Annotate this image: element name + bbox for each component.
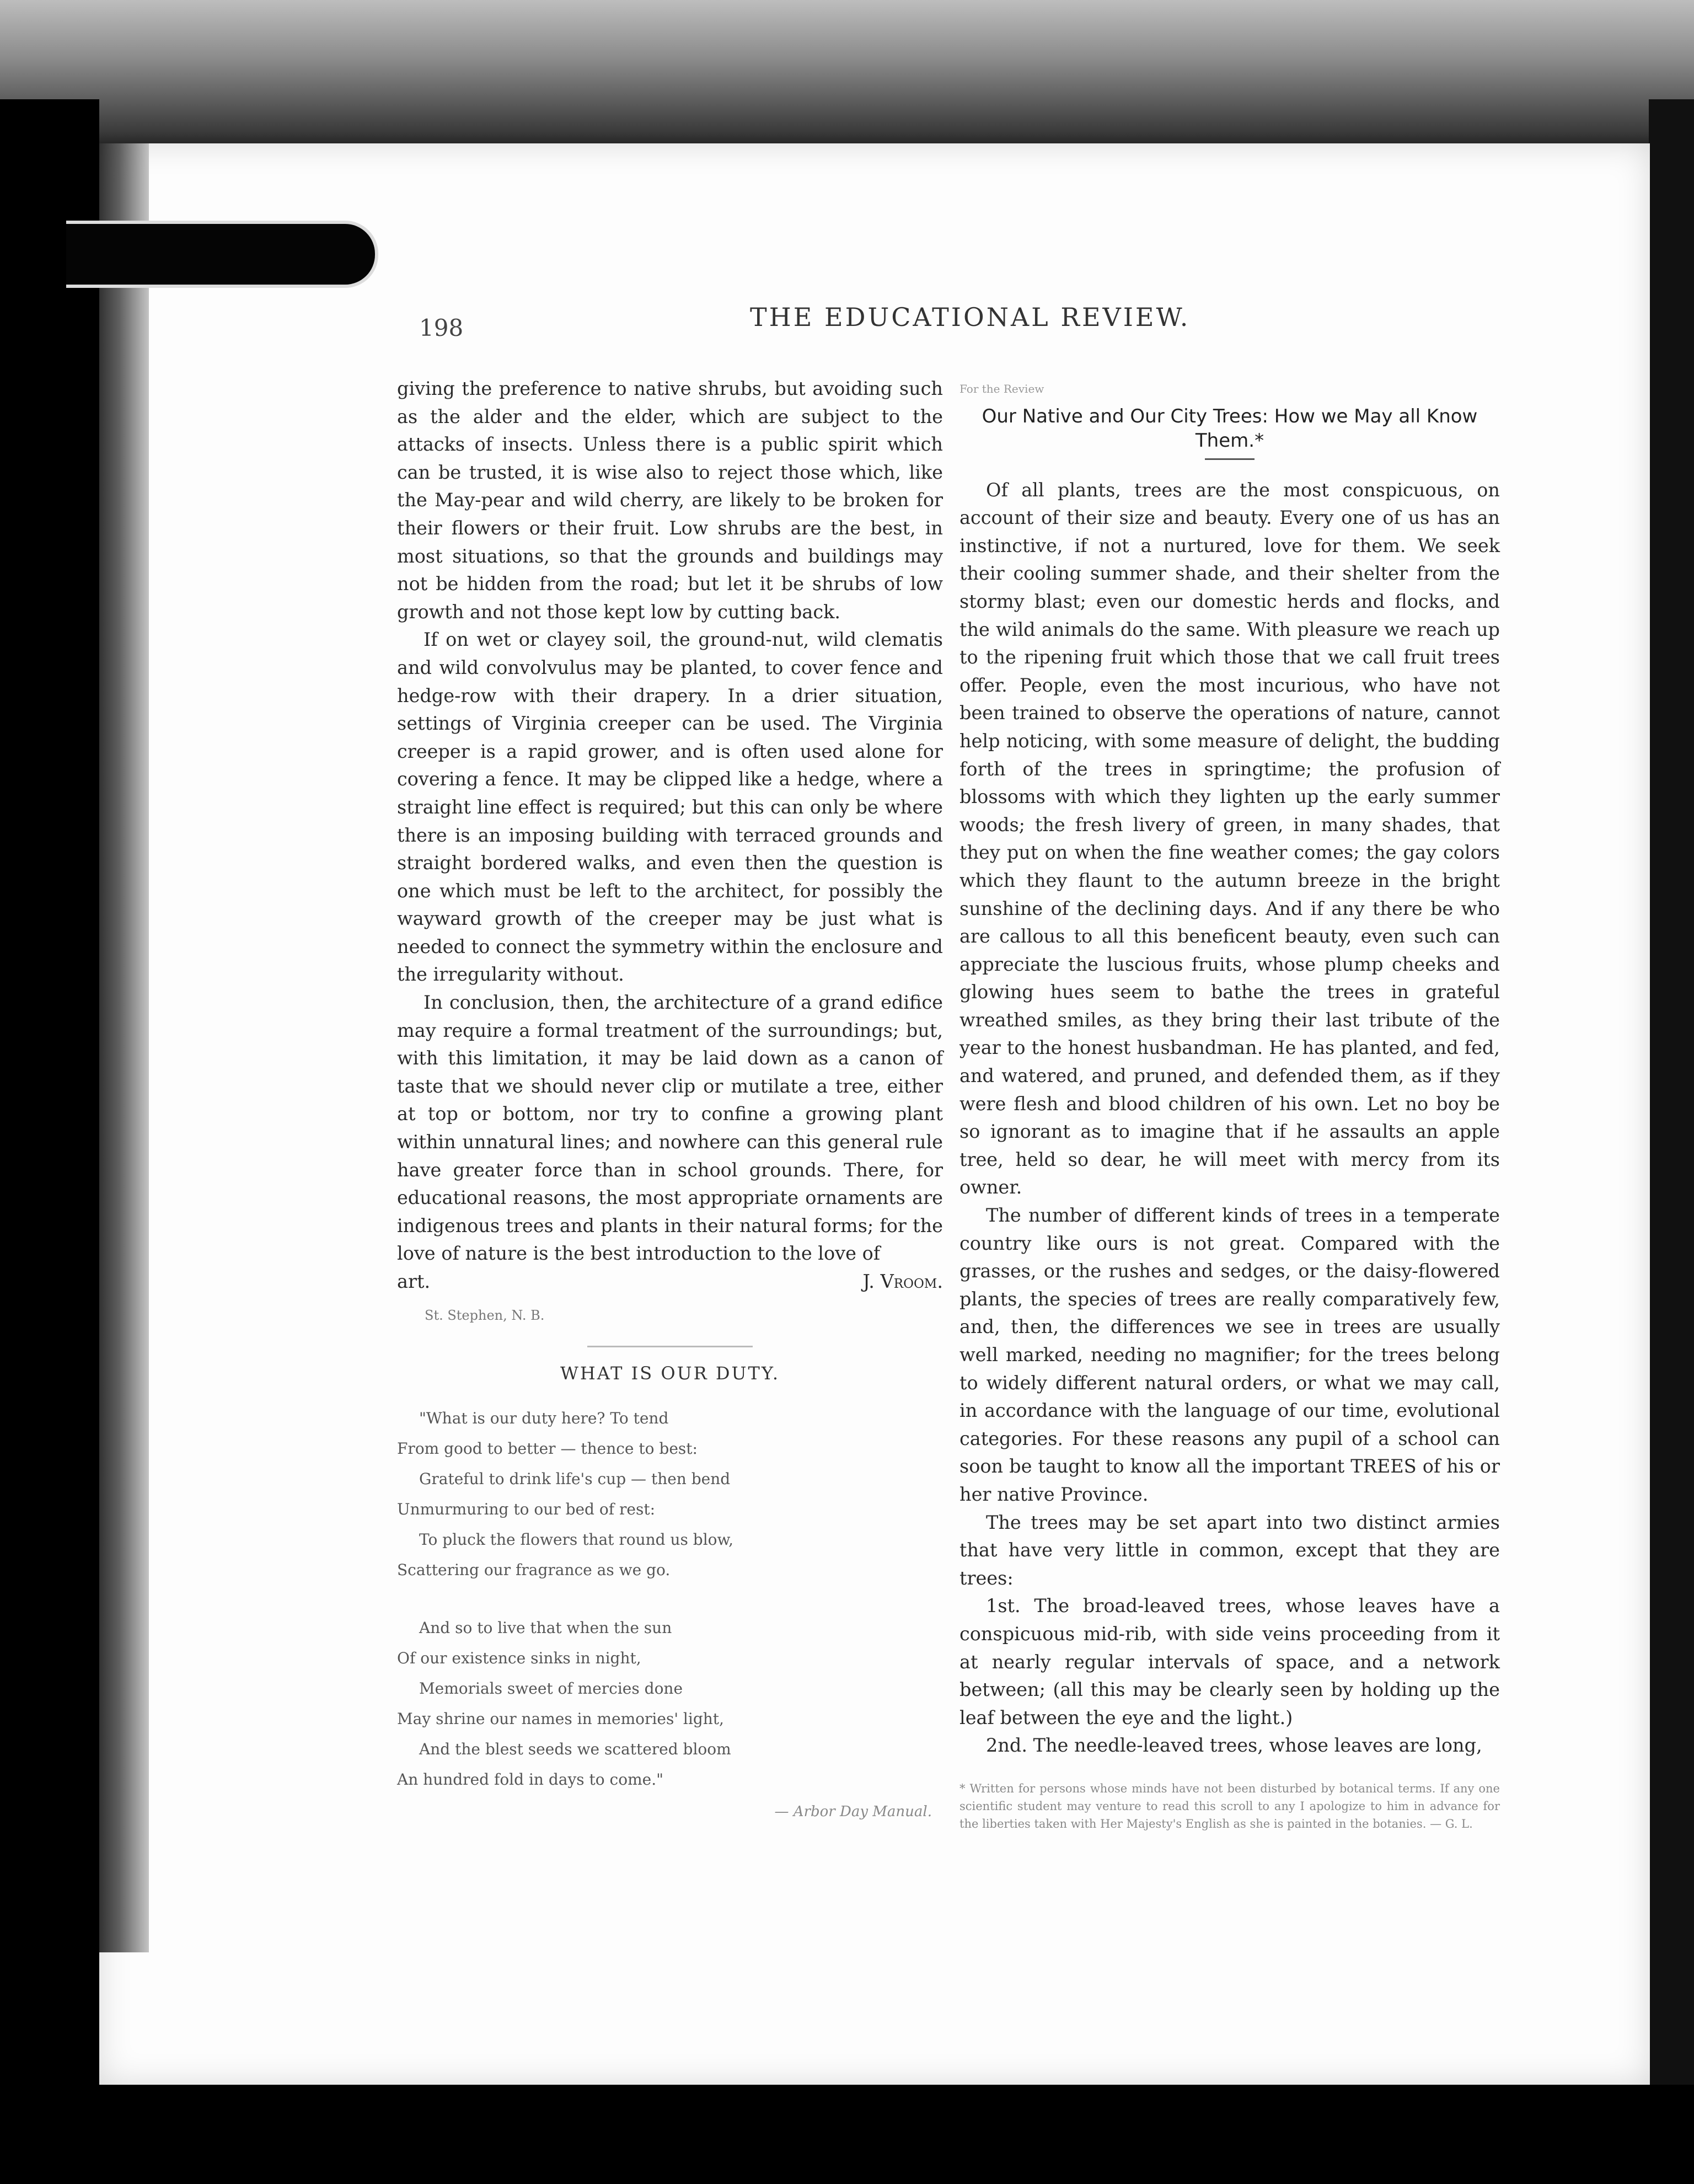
left-paragraph-3: In conclusion, then, the architecture of a grand edifice may require a formal treatment of the surroundings; but, with this limitation, it may be laid down as a canon of taste that we should never clip or mutilate a tree, either at top or bottom, nor try to confine a growing plant within unnatural lines; and nowhere can this general rule have greater force than in school grounds. There, for educational reasons, the most appropriate ornaments are indigenous trees and plants in their natural forms; for the love of nature is the best introduction to the love of bbox=[397, 992, 943, 1265]
poem-line: Scattering our fragrance as we go. bbox=[397, 1560, 671, 1579]
poem-line: And so to live that when the sun bbox=[419, 1618, 672, 1637]
poem-line: May shrine our names in memories' light, bbox=[397, 1709, 724, 1728]
left-paragraph-1: giving the preference to native shrubs, but avoiding such as the alder and the elder, which are subject to the attacks of insects. Unless there is a public spirit which can be trusted, it is wise also to reject those which, like the May-pear and wild cherry, are likely to be broken for their flowers or their fruit. Low shrubs are the best, in most situations, so that the grounds and buildings may not be hidden from the road; but let it be shrubs of low growth and not those kept low by cutting back. bbox=[397, 378, 943, 623]
running-head: THE EDUCATIONAL REVIEW. bbox=[750, 302, 1191, 332]
footnote: * Written for persons whose minds have not been disturbed by botanical terms. If any one scientific student may venture to read this scroll to any I apologize to him in advance for the liberties taken with Her Majesty's English as she is painted in the botanies. — G. L. bbox=[959, 1781, 1500, 1830]
right-paragraph-5: 2nd. The needle-leaved trees, whose leaves are long, bbox=[986, 1735, 1482, 1757]
left-paragraph-2: If on wet or clayey soil, the ground-nut, wild clematis and wild convolvulus may be planted, to cover fence and hedge-row with their drapery. In a drier situation, settings of Virginia creeper can be used. The Virginia creeper is a rapid grower, and is often used alone for covering a fence. It may be clipped like a hedge, where a straight line effect is required; but this can only be where there is an imposing building with terraced grounds and straight bordered walks, and even then the question is one which must be left to the architect, for possibly the wayward growth of the creeper may be just what is needed to connect the symmetry within the enclosure and the irregularity without. bbox=[397, 629, 943, 986]
closing-word: art. bbox=[397, 1271, 431, 1292]
page-number: 198 bbox=[419, 314, 464, 341]
left-column bbox=[397, 375, 943, 1826]
poem-line: An hundred fold in days to come." bbox=[397, 1770, 663, 1789]
right-paragraph-3: The trees may be set apart into two distinct armies that have very little in common, except that they are trees: bbox=[959, 1511, 1500, 1589]
author-signature: J. Vroom. bbox=[862, 1271, 943, 1292]
stanza-break bbox=[397, 1585, 943, 1613]
right-column bbox=[959, 375, 1500, 1833]
poem-line: To pluck the flowers that round us blow, bbox=[419, 1530, 734, 1549]
article-title: Our Native and Our City Trees: How we May all Know Them.* bbox=[982, 405, 1478, 452]
poem-line: Unmurmuring to our bed of rest: bbox=[397, 1500, 656, 1518]
book-spine bbox=[0, 99, 99, 1996]
page-fold-shadow bbox=[99, 143, 149, 1952]
section-divider bbox=[587, 1346, 753, 1347]
poem-line: Grateful to drink life's cup — then bend bbox=[419, 1469, 731, 1488]
right-paragraph-4: 1st. The broad-leaved trees, whose leaves have a conspicuous mid-rib, with side veins proceeding from it at nearly regular intervals of space, and a network between; (all this may be clearly seen by holding up the leaf between the eye and the light.) bbox=[959, 1595, 1500, 1728]
article-kicker: For the Review bbox=[959, 382, 1044, 395]
signature-row bbox=[397, 1268, 943, 1296]
scan-right-edge bbox=[1649, 99, 1694, 2085]
poem-line: From good to better — thence to best: bbox=[397, 1439, 698, 1458]
right-paragraph-2: The number of different kinds of trees in a temperate country like ours is not great. Compared with the grasses, or the rushes and sedges, or the daisy-flowered plants, the species of trees are really comparatively few, and, then, the differences we see in trees are usually well marked, needing no magnifier; for the trees belong to widely different natural orders, or what we may call, in accordance with the language of our time, evolutional categories. For these reasons any pupil of a school can soon be taught to know all the important TREES of his or her native Province. bbox=[959, 1205, 1500, 1505]
author-place: St. Stephen, N. B. bbox=[425, 1307, 545, 1323]
poem-line: And the blest seeds we scattered bloom bbox=[419, 1739, 731, 1758]
scan-top-shadow bbox=[0, 0, 1694, 165]
title-rule bbox=[1205, 458, 1255, 460]
binding-clip bbox=[66, 221, 378, 288]
poem-body bbox=[397, 1403, 943, 1795]
right-paragraph-1: Of all plants, trees are the most conspicuous, on account of their size and beauty. Every one of us has an instinctive, if not a nurtured, love for them. We seek their cooling summer shade, and their shelter from the stormy blast; even our domestic herds and flocks, and the wild animals do the same. With pleasure we reach up to the ripening fruit which those that we call fruit trees offer. People, even the most incurious, who have not been trained to observe the operations of nature, cannot help noticing, with some measure of delight, the budding forth of the trees in springtime; the profusion of blossoms with which they lighten up the early summer woods; the fresh livery of green, in many shades, that they put on when the fine weather comes; the gay colors which they flaunt to the autumn breeze in the bright sunshine of the declining days. And if any there be who are callous to all this beneficent beauty, even such can appreciate the luscious fruits, whose plump cheeks and glowing hues seem to bathe the trees in grateful wreathed smiles, as they bring their last tribute of the year to the honest husbandman. He has planted, and fed, and watered, and pruned, and defended them, as if they were flesh and blood children of his own. Let no boy be so ignorant as to imagine that if he assaults an apple tree, held so dear, he will meet with mercy from its owner. bbox=[959, 479, 1500, 1198]
poem-title: WHAT IS OUR DUTY. bbox=[560, 1363, 780, 1384]
poem-line: "What is our duty here? To tend bbox=[419, 1409, 669, 1427]
poem-credit: — Arbor Day Manual. bbox=[774, 1803, 932, 1820]
poem-line: Memorials sweet of mercies done bbox=[419, 1679, 683, 1698]
poem-line: Of our existence sinks in night, bbox=[397, 1648, 641, 1667]
